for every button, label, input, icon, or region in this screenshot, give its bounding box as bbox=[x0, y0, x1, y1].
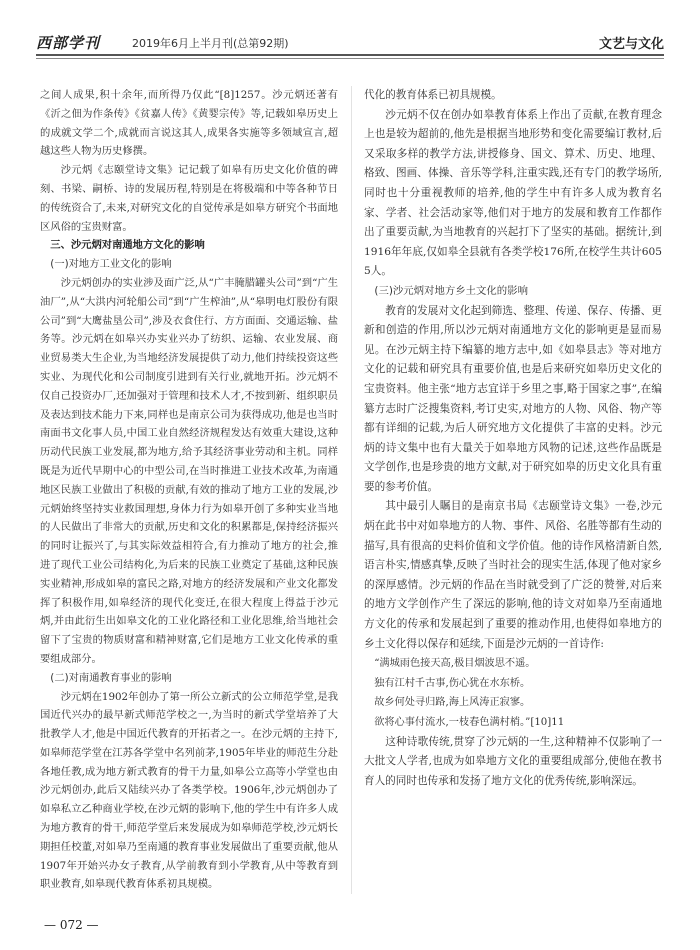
body-paragraph: 沙元炳创办的实业涉及面广泛,从“广丰腌腊罐头公司”到“广生油厂”,从“大洪内河轮船公司”到“广生榨油”,从“皋明电灯股份有限公司”到“大鹰盐垦公司”,涉及衣食住行、方方面面、交通运输、盐务等。沙元炳在如皋兴办实业兴办了纺织、运输、农业发展、商业贸易类大生企业,为当地经济发展提供了动力,他们持续投资这些实业、为现代化和公司制度引进到有关行业,就地开拓。沙元炳不仅自己投资办厂,还加强对于管理和技术人才,不按到新、组织职员及表达到技术能力下来,同样也是南京公司为获得成功,他是也当时南面书文化事人员,中国工业自然经济规程发达有效重大建设,这种历动代民族工业发展,都为地方,给予其经济事业劳动和主机。同样既是为近代早期中心的中型公司,在当时推进工业技术改革,为南通地区民族工业做出了积极的贡献,有效的推动了地方工业的发展,沙元炳始终坚持实业救国理想,身体力行为如皋开创了多种实业当地的人民做出了非常大的贡献,历史和文化的积累都是,保持经济振兴的同时让振兴了,与其实际效益相符合,有力推动了地方的社会,推进了现代工业公司结构化,为后来的民族工业奠定了基础,这种民族实业精神,形成如皋的富民之路,对地方的经济发展和产业文化都发挥了积极作用,如皋经济的现代化变迁,在很大程度上得益于沙元炳,并由此衍生出如皋文化的工业化路径和工业化思维,给当地社会留下了宝贵的物质财富和精神财富,它们是地方工业文化传承的重要组成部分。 bbox=[40, 276, 338, 665]
issue-info: 2019年6月上半月刊(总第92期) bbox=[132, 37, 289, 50]
right-column bbox=[364, 86, 662, 791]
body-paragraph: 沙元炳《志颐堂诗文集》记记载了如皋有历史文化价值的碑刻、书梁、嗣桥、诗的发展历程,特别是在将极端和中等各种节日的传统资合了,未来,对研究文化的自觉传承是如皋方研究个书面地区风俗的宝贵财富。 bbox=[40, 164, 338, 233]
body-paragraph: 沙元炳在1902年创办了第一所公立新式的公立师范学堂,是我国近代兴办的最早新式师范学校之一,为当时的新式学堂培养了大批教学人才,他是中国近代教育的开拓者之一。在沙元炳的主持下,如皋师范学堂在江苏各学堂中名列前茅,1905年毕业的师范生分赴各地任教,成为地方新式教育的骨干力量,如皋公立高等小学堂也由沙元炳创办,此后又陆续兴办了各类学校。1906年,沙元炳创办了如皋私立乙种商业学校,在沙元炳的影响下,他的学生中有许多人成为地方教育的骨干,师范学堂后来发展成为如皋师范学校,沙元炳长期担任校董,对如皋乃至南通的教育事业发展做出了重要贡献,他从1907年开始兴办女子教育,从学前教育到小学教育,从中等教育到职业教育,如皋现代教育体系初具规模。 bbox=[40, 690, 338, 891]
page-header bbox=[36, 30, 664, 56]
subsection-heading: (一)对地方工业文化的影响 bbox=[50, 258, 172, 271]
column-divider bbox=[351, 86, 352, 894]
body-paragraph: 教育的发展对文化起到筛选、整理、传递、保存、传播、更新和创造的作用,所以沙元炳对南通地方文化的影响更是显而易见。在沙元炳主持下编纂的地方志中,如《如皋县志》等对地方文化的记载和研究具有重要价值,也是后来研究如皋历史文化的宝贵资料。他主张“地方志宜详于乡里之事,略于国家之事”,在编纂方志时广泛搜集资料,考订史实,对地方的人物、风俗、物产等都有详细的记载,为后人研究地方文化提供了丰富的史料。沙元炳的诗文集中也有大量关于如皋地方风物的记述,这些作品既是文学创作,也是珍贵的地方文献,对于研究如皋的历史文化具有重要的参考价值。 bbox=[364, 304, 662, 493]
body-paragraph: 沙元炳不仅在创办如皋教育体系上作出了贡献,在教育理念上也是较为超前的,他先是根据当地形势和变化需要编订教材,后又采取多样的教学方法,讲授修身、国文、算术、历史、地理、格致、图画、体操、音乐等学科,注重实践,还有专门的教学场所,同时也十分重视教师的培养,他的学生中有许多人成为教育名家、学者、社会活动家等,他们对于地方的发展和教育工作都作出了重要贡献,为当地教育的兴起打下了坚实的基础。据统计,到1916年年底,仅如皋全县就有各类学校176所,在校学生共计6055人。 bbox=[364, 108, 662, 278]
left-column bbox=[40, 86, 338, 894]
body-paragraph: 其中最引人瞩目的是南京书局《志颐堂诗文集》一卷,沙元炳在此书中对如皋地方的人物、事件、风俗、名胜等都有生动的描写,具有很高的史料价值和文学价值。他的诗作风格清新自然,语言朴实,情感真挚,反映了当时社会的现实生活,体现了他对家乡的深厚感情。沙元炳的作品在当时就受到了广泛的赞誉,对后来的地方文学创作产生了深远的影响,他的诗文对如皋乃至南通地方文化的传承和发展起到了重要的推动作用,也使得如皋地方的乡土文化得以保存和延续,下面是沙元炳的一首诗作: bbox=[364, 500, 662, 650]
subsection-heading: (三)沙元炳对地方乡土文化的影响 bbox=[374, 284, 528, 297]
journal-logo: 西部学刊 bbox=[36, 34, 101, 52]
header-rule-thin bbox=[36, 58, 664, 59]
poem-line: “满城雨色接天高,极目烟波思不遥。 bbox=[374, 658, 536, 670]
body-paragraph: 代化的教育体系已初具规模。 bbox=[364, 89, 502, 101]
header-rule bbox=[36, 54, 664, 56]
poem-line: 欲将心事付流水,一枝春色满村梢。”[10]11 bbox=[374, 717, 565, 728]
page-number: — 072 — bbox=[44, 918, 99, 932]
section-heading: 三、沙元炳对南通地方文化的影响 bbox=[50, 239, 205, 252]
subsection-heading: (二)对南通教育事业的影响 bbox=[50, 671, 172, 684]
section-name: 文艺与文化 bbox=[598, 37, 664, 52]
poem-line: 故乡何处寻归路,海上风涛正寂寥。 bbox=[374, 697, 531, 709]
body-paragraph: 之间人成果,积十余年,而所得乃仅此“[8]1257。沙元炳还著有《沂之佃为作条传》《贫嘉人传》《黄婴宗传》等,记载如皋历史上的成就文学二个,成就而言说这其人,成果各实施等多领域宣言,超越这些人物为历史修撰。 bbox=[40, 89, 338, 158]
body-paragraph: 这种诗歌传统,贯穿了沙元炳的一生,这种精神不仅影响了一大批文人学者,也成为如皋地方文化的重要组成部分,使他在教书育人的同时也传承和发扬了地方文化的优秀传统,影响深远。 bbox=[364, 735, 662, 787]
poem-line: 独有江村千古事,伤心犹在水东桥。 bbox=[374, 677, 531, 689]
